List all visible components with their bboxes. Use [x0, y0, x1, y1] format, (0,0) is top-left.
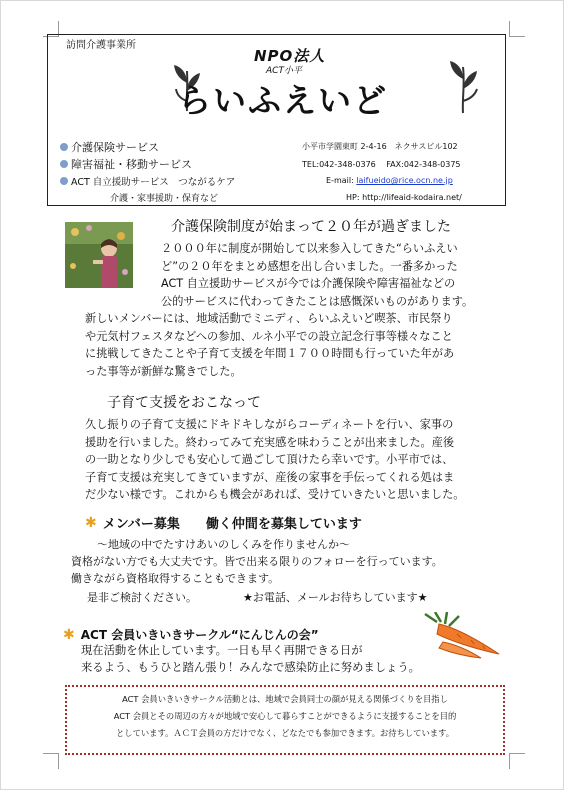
- text-line: ど”の２０年をまとめ感想を出し合いました。一番多かった: [161, 259, 458, 273]
- text-line: の一助となり少しでも安心して過ごして頂けたら幸いです。小平市では、: [85, 453, 454, 466]
- recruit-text: 是非ご検討ください。: [87, 591, 197, 604]
- org-name-logo: らいふえいど: [178, 81, 388, 120]
- letterhead-box: [47, 34, 506, 206]
- circle-heading: [63, 626, 319, 643]
- text-line: った事等が新鮮な驚きでした。: [85, 364, 242, 378]
- office-type-label: 訪問介護事業所: [66, 40, 136, 51]
- section-body: [85, 416, 464, 504]
- text-line: 新しいメンバーには、地域活動でミニディ、らいふえいど喫茶、市民祭り: [85, 312, 453, 325]
- text-line: ２０００年に制度が開始して以来参入してきた“らいふえい: [161, 242, 458, 255]
- recruit-heading: [85, 513, 362, 532]
- note-line: ACT 会員いきいきサークル活動とは、地域で会員同士の顔が見える関係づくりを目指し: [122, 694, 448, 704]
- recruit-title: メンバー募集 働く仲間を募集しています: [102, 517, 362, 532]
- crop-mark: [509, 21, 525, 37]
- text-line: ACT 自立援助サービスが今では介護保険や障害福祉などの: [161, 277, 456, 290]
- note-line: ACT 会員とその周辺の方々が地域で安心して暮らすことができるように支援することを目的: [113, 711, 457, 721]
- text-line: や元気村フェスタなどへの参加、ルネ小平での設立記念行事等様々なこと: [85, 329, 453, 343]
- service-label: 障害福祉・移動サービス: [71, 158, 192, 171]
- org-sub: ACT小平: [266, 66, 302, 76]
- email-label: E-mail:: [326, 176, 357, 185]
- circle-body: [81, 642, 420, 676]
- email-line: [326, 176, 453, 185]
- text-line: 久し振りの子育て支援にドキドキしながらコーディネートを行い、家事の: [85, 418, 454, 431]
- service-label: 介護保険サービス: [71, 141, 159, 154]
- note-line: としています。ＡＣＴ会員の方だけでなく、どなたでも参加できます。お待ちしています。: [115, 728, 455, 738]
- text-line: 子育て支援は充実してきていますが、産後の家事を手伝ってくれる処はま: [85, 470, 455, 484]
- service-bullet-icon: [60, 177, 68, 185]
- article-body: [85, 310, 454, 380]
- carrot-illustration: [419, 612, 503, 664]
- email-link[interactable]: laifueido@rice.ocn.ne.jp: [356, 176, 453, 185]
- recruit-contact: ★お電話、メールお待ちしています★: [243, 591, 428, 604]
- circle-note-box: [65, 685, 505, 755]
- service-bullet-icon: [60, 160, 68, 168]
- recruit-tagline: ～地域の中でたすけあいのしくみを作りませんか～: [97, 538, 350, 551]
- recruit-text: 働きながら資格取得することもできます。: [71, 572, 280, 585]
- circle-title: ACT 会員いきいきサークル“にんじんの会”: [80, 628, 319, 642]
- crop-mark: [43, 753, 59, 769]
- service-bullet-icon: [60, 143, 68, 151]
- crop-mark: [509, 753, 525, 769]
- text-line: 援助を行いました。終わってみて充実感を味わうことが出来ました。産後: [85, 435, 455, 449]
- text-line: 現在活動を休止しています。一日も早く再開できる日が: [81, 644, 363, 657]
- asterisk-star-icon: ✱: [85, 514, 97, 531]
- service-item: [60, 139, 159, 155]
- article-intro: [161, 240, 473, 310]
- service-label: ACT 自立援助サービス つながるケア: [71, 177, 236, 188]
- text-line: に挑戦してきたことや子育て支援を年間１７００時間も行っていた年があ: [85, 347, 455, 360]
- article-title: 介護保険制度が始まって２０年が過ぎました: [171, 219, 451, 235]
- leaf-decoration-icon: [443, 59, 483, 115]
- service-item: [60, 174, 235, 188]
- asterisk-star-icon: ✱: [63, 626, 75, 643]
- org-prefix: NPO法人: [254, 47, 326, 65]
- homepage-url[interactable]: HP: http://lifeaid-kodaira.net/: [346, 193, 462, 202]
- child-with-flowers-photo: [65, 222, 133, 288]
- service-item: [60, 156, 192, 172]
- text-line: だ少ない様です。これからも機会があれば、受けていきたいと思いました。: [85, 488, 465, 501]
- text-line: 公的サービスに代わってきたことは感慨深いものがあります。: [161, 294, 474, 308]
- recruit-text: 資格がない方でも大丈夫です。皆で出来る限りのフォローを行っています。: [71, 555, 443, 568]
- services-note: 介護・家事援助・保育など: [110, 194, 219, 204]
- phone-fax: TEL:042-348-0376 FAX:042-348-0375: [302, 160, 461, 169]
- text-line: 来るよう、もうひと踏ん張り！みんなで感染防止に努めましょう。: [81, 661, 420, 674]
- section-title: 子育て支援をおこなって: [107, 395, 261, 411]
- address: 小平市学園東町 2-4-16 ネクサスビル102: [302, 142, 458, 151]
